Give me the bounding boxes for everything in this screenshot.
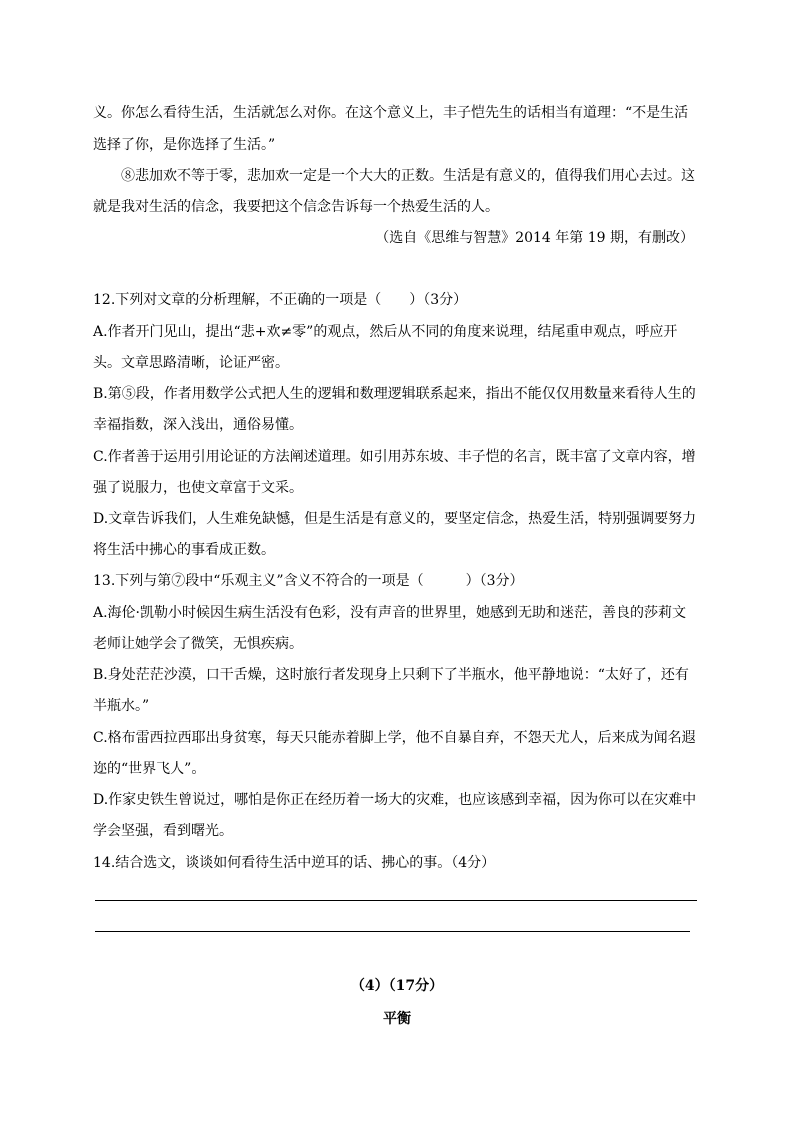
question-12-stem: 12.下列对文章的分析理解，不正确的一项是（ ）（3分） (93, 292, 468, 308)
question-12-option-a-line-2: 头。文章思路清晰，论证严密。 (93, 355, 289, 371)
question-12-option-c-line-1: C.作者善于运用引用论证的方法阐述道理。如引用苏东坡、丰子恺的名言，既丰富了文章内容，增 (93, 449, 696, 465)
question-12-option-b-line-2: 幸福指数，深入浅出，通俗易懂。 (93, 417, 303, 433)
question-12-option-b-line-1: B.第⑤段，作者用数学公式把人生的逻辑和数理逻辑联系起来，指出不能仅仅用数量来看待人生的 (93, 386, 696, 402)
question-13-option-b-line-2: 半瓶水。” (93, 698, 150, 714)
question-13-stem: 13.下列与第⑦段中“乐观主义”含义不符合的一项是（ ）（3分） (93, 573, 524, 589)
section-heading: （4）（17分） (350, 978, 444, 994)
question-12-option-c-line-2: 强了说服力，也使文章富于文采。 (93, 480, 303, 496)
question-12-option-a-line-1: A.作者开门见山，提出“悲+欢≠零”的观点，然后从不同的角度来说理，结尾重申观点，呼应开 (93, 324, 678, 340)
section-title: 平衡 (383, 1011, 411, 1027)
passage-paragraph-8-line-1: ⑧悲加欢不等于零，悲加欢一定是一个大大的正数。生活是有意义的，值得我们用心去过。这 (121, 168, 695, 184)
question-13-option-b-line-1: B.身处茫茫沙漠，口干舌燥，这时旅行者发现身上只剩下了半瓶水，他平静地说：“太好了，还有 (93, 667, 689, 683)
question-12-option-d-line-2: 将生活中拂心的事看成正数。 (93, 542, 275, 558)
passage-source: （选自《思维与智慧》2014 年第 19 期，有删改） (375, 230, 694, 246)
question-13-option-c-line-1: C.格布雷西拉西耶出身贫寒，每天只能赤着脚上学，他不自暴自弃，不怨天尤人，后来成为闻名遐 (93, 730, 696, 746)
question-14-stem: 14.结合选文，谈谈如何看待生活中逆耳的话、拂心的事。（4分） (93, 855, 496, 871)
question-12-option-d-line-1: D.文章告诉我们，人生难免缺憾，但是生活是有意义的，要坚定信念，热爱生活，特别强调要努力 (93, 511, 697, 527)
answer-line-1[interactable] (95, 900, 697, 901)
question-13-option-d-line-1: D.作家史铁生曾说过，哪怕是你正在经历着一场大的灾难，也应该感到幸福，因为你可以在灾难中 (93, 792, 697, 808)
question-13-option-a-line-2: 老师让她学会了微笑，无惧疾病。 (93, 636, 303, 652)
question-13-option-c-line-2: 迩的“世界飞人”。 (93, 761, 206, 777)
question-13-option-d-line-2: 学会坚强，看到曙光。 (93, 823, 233, 839)
passage-line-2: 选择了你，是你选择了生活。” (93, 137, 276, 153)
passage-line-1: 义。你怎么看待生活，生活就怎么对你。在这个意义上，丰子恺先生的话相当有道理：“不是生活 (93, 105, 689, 121)
question-13-option-a-line-1: A.海伦·凯勒小时候因生病生活没有色彩，没有声音的世界里，她感到无助和迷茫，善良的莎莉文 (93, 605, 687, 621)
answer-line-2[interactable] (95, 931, 690, 932)
passage-paragraph-8-line-2: 就是我对生活的信念，我要把这个信念告诉每一个热爱生活的人。 (93, 199, 499, 215)
